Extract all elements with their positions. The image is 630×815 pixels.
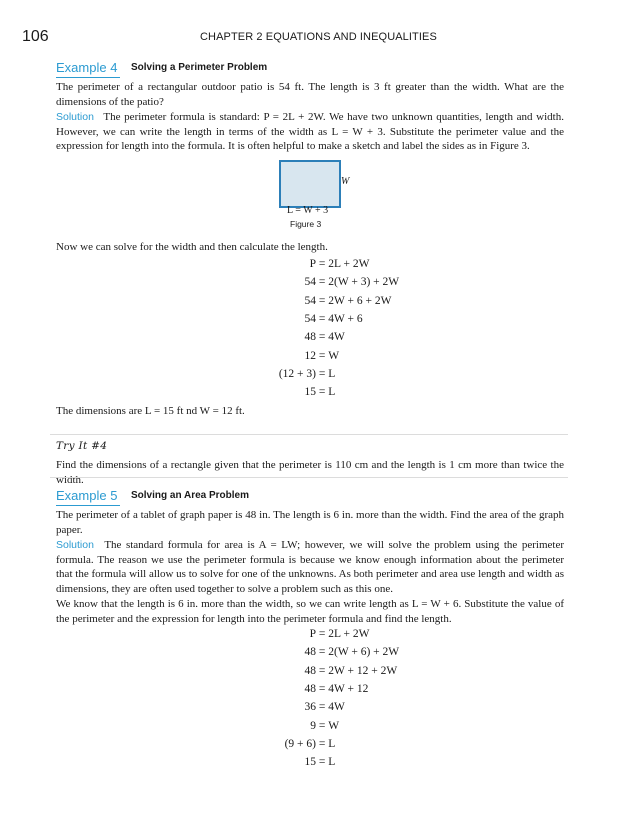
equals-sign: =	[316, 682, 329, 695]
solution-label: Solution	[56, 539, 94, 551]
equation-line	[200, 386, 335, 398]
page-header	[22, 28, 608, 48]
equals-sign: =	[316, 386, 329, 399]
equation-lhs: 15	[304, 756, 316, 769]
equation-line	[200, 368, 335, 380]
equation-lhs: (9 + 6)	[284, 737, 316, 750]
equation-lhs: 36	[304, 701, 316, 714]
equation-rhs: 2W + 6 + 2W	[328, 294, 392, 307]
equation-lhs: P	[309, 258, 316, 270]
equation-line	[200, 295, 391, 307]
equation-line	[200, 646, 399, 658]
example-5-label: Example 5	[56, 488, 120, 506]
equals-sign: =	[316, 258, 329, 270]
equation-line	[200, 331, 345, 343]
equals-sign: =	[316, 646, 329, 659]
equals-sign: =	[316, 737, 329, 750]
equation-lhs: 54	[304, 276, 316, 289]
equation-line	[200, 720, 339, 732]
example-4-solution	[56, 110, 564, 154]
equation-line	[200, 258, 369, 270]
running-head	[200, 31, 437, 43]
chapter-title: EQUATIONS AND INEQUALITIES	[265, 31, 437, 43]
solution-text: The perimeter formula is standard: P = 2L + 2W. We have two unknown quantities, length and width. However, we can write the length in terms of the width as L = W + 3. Substitute the perimeter value and the expression for length into the formula. It is often helpful to make a sketch and label the sides as in Figure 3.	[56, 111, 564, 153]
equation-rhs: 4W + 6	[328, 312, 363, 325]
equation-rhs: 4W	[328, 331, 345, 344]
equation-line	[200, 276, 399, 288]
equals-sign: =	[316, 664, 329, 677]
chapter-label: CHAPTER 2	[200, 31, 263, 43]
equals-sign: =	[316, 367, 329, 380]
divider	[50, 477, 568, 478]
equation-rhs: 2(W + 3) + 2W	[328, 276, 400, 289]
equals-sign: =	[316, 719, 329, 732]
page-number: 106	[22, 28, 49, 45]
equation-line	[200, 683, 368, 695]
equation-rhs: 4W + 12	[328, 682, 369, 695]
example-5-paragraph: We know that the length is 6 in. more than the width, so we can write length as L = W + 6. Substitute the value of the perimeter and the expression for length into the perimeter formula and find the length.	[56, 598, 564, 625]
equals-sign: =	[316, 312, 329, 325]
figure-3-length-label: L = W + 3	[287, 205, 329, 216]
equation-lhs: 54	[304, 312, 316, 325]
equation-lhs: 54	[304, 294, 316, 307]
equation-line	[200, 738, 335, 750]
example-5-title: Solving an Area Problem	[131, 490, 249, 501]
equation-lhs: (12 + 3)	[278, 367, 316, 380]
equation-lhs: 9	[310, 719, 316, 732]
equation-lhs: 12	[304, 349, 316, 362]
equation-rhs: L	[328, 367, 336, 380]
equals-sign: =	[316, 331, 329, 344]
equation-rhs: 2L + 2W	[328, 258, 370, 270]
example-5-problem: The perimeter of a tablet of graph paper is 48 in. The length is 6 in. more than the width. Find the area of the graph paper.	[56, 509, 564, 536]
equals-sign: =	[316, 349, 329, 362]
equation-line	[200, 665, 397, 677]
equation-rhs: 2L + 2W	[328, 628, 370, 640]
try-it-text: Find the dimensions of a rectangle given that the perimeter is 110 cm and the length is 1 cm more than twice the width.	[56, 459, 564, 486]
example-4-title: Solving a Perimeter Problem	[131, 62, 268, 73]
equation-rhs: W	[328, 719, 340, 732]
example-5-solution	[56, 538, 564, 596]
equation-rhs: 2(W + 6) + 2W	[328, 646, 400, 659]
figure-3-caption: Figure 3	[290, 219, 322, 229]
equation-rhs: L	[328, 386, 336, 399]
figure-3-rectangle	[279, 160, 341, 208]
example-4-heading	[56, 60, 576, 78]
example-5-heading	[56, 488, 576, 506]
equals-sign: =	[316, 756, 329, 769]
equation-rhs: W	[328, 349, 340, 362]
solution-text: The standard formula for area is A = LW; however, we will solve the problem using the perimeter formula. The reason we use the perimeter formula is because we know enough information about the perimeter that the formula will allow us to solve for one of the unknowns. As both perimeter and area use length and width as dimensions, they are often used together to solve a problem such as this one.	[56, 539, 564, 595]
divider	[50, 434, 568, 435]
equation-rhs: L	[328, 756, 336, 769]
example-4-label: Example 4	[56, 60, 120, 78]
equals-sign: =	[316, 701, 329, 714]
equation-rhs: L	[328, 737, 336, 750]
equation-lhs: 48	[304, 664, 316, 677]
equation-line	[200, 313, 363, 325]
figure-3-width-label: W	[341, 176, 350, 187]
equation-lhs: 15	[304, 386, 316, 399]
equation-rhs: 2W + 12 + 2W	[328, 664, 398, 677]
try-it-label: Try It #4	[56, 440, 108, 452]
equation-line	[200, 350, 339, 362]
equation-line	[200, 628, 369, 640]
solution-label: Solution	[56, 111, 94, 123]
example-4-conclusion: The dimensions are L = 15 ft nd W = 12 ft.	[56, 405, 245, 417]
equals-sign: =	[316, 276, 329, 289]
equals-sign: =	[316, 294, 329, 307]
equation-rhs: 4W	[328, 701, 345, 714]
example-4-intro: Now we can solve for the width and then calculate the length.	[56, 241, 328, 253]
equation-lhs: 48	[304, 646, 316, 659]
equation-lhs: 48	[304, 682, 316, 695]
equation-lhs: P	[309, 628, 316, 640]
equals-sign: =	[316, 628, 329, 640]
equation-line	[200, 701, 345, 713]
equation-lhs: 48	[304, 331, 316, 344]
equation-line	[200, 756, 335, 768]
example-4-problem: The perimeter of a rectangular outdoor patio is 54 ft. The length is 3 ft greater than the width. What are the dimensions of the patio?	[56, 81, 564, 108]
